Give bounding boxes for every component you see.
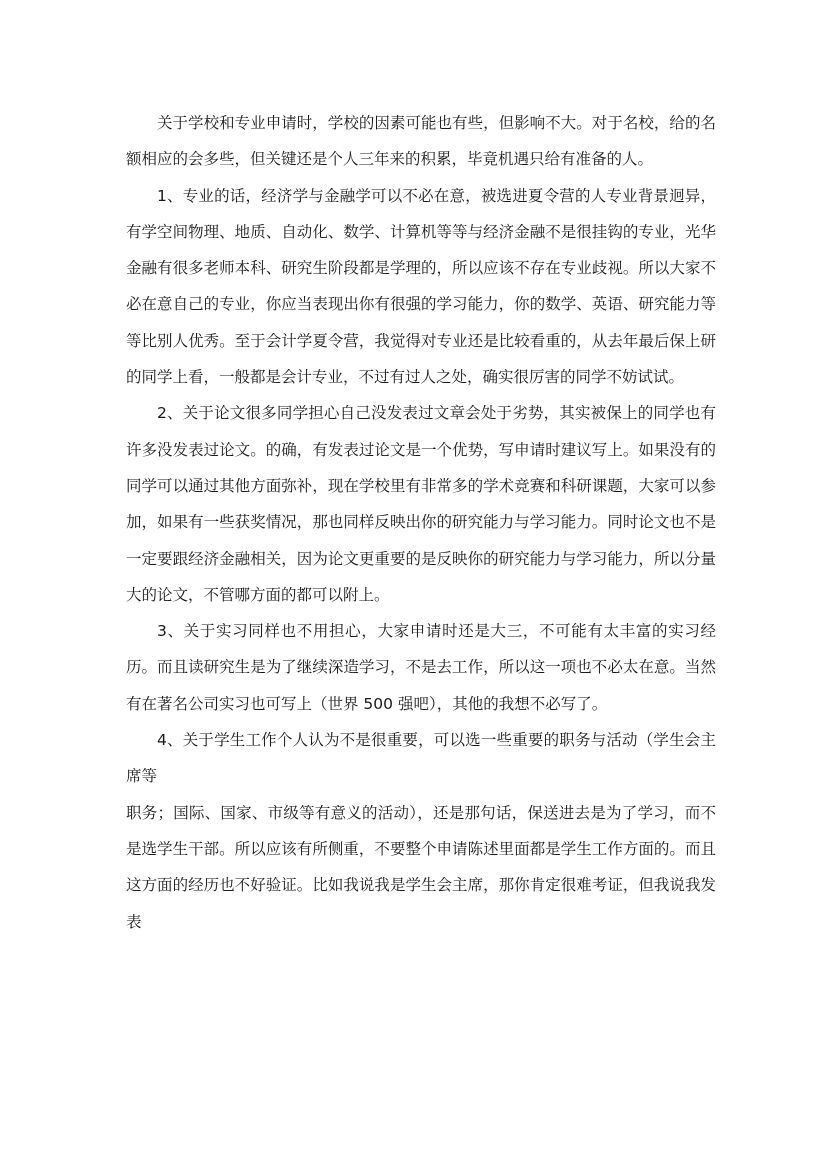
paragraph-4-student-work: 4、关于学生工作个人认为不是很重要，可以选一些重要的职务与活动（学生会主席等 (126, 731, 716, 786)
paragraph-intro: 关于学校和专业申请时，学校的因素可能也有些，但影响不大。对于名校，给的名额相应的会多些，但关键还是个人三年来的积累，毕竟机遇只给有准备的人。 (126, 114, 716, 169)
document-body (126, 105, 716, 940)
paragraph-2-papers: 2、关于论文很多同学担心自己没发表过文章会处于劣势，其实被保上的同学也有许多没发表过论文。的确，有发表过论文是一个优势，写申请时建议写上。如果没有的同学可以通过其他方面弥补，现在学校里有非常多的学术竞赛和科研课题，大家可以参加，如果有一些获奖情况，那也同样反映出你的研究能力与学习能力。同时论文也不是一定要跟经济金融相关，因为论文更重要的是反映你的研究能力与学习能力，所以分量大的论文，不管哪方面的都可以附上。 (126, 404, 716, 604)
paragraph-1-major: 1、专业的话，经济学与金融学可以不必在意，被选进夏令营的人专业背景迥异，有学空间物理、地质、自动化、数学、计算机等等与经济金融不是很挂钩的专业，光华金融有很多老师本科、研究生阶段都是学理的，所以应该不存在专业歧视。所以大家不必在意自己的专业，你应当表现出你有很强的学习能力，你的数学、英语、研究能力等等比别人优秀。至于会计学夏令营，我觉得对专业还是比较看重的，从去年最后保上研的同学上看，一般都是会计专业，不过有过人之处，确实很厉害的同学不妨试试。 (126, 186, 716, 387)
paragraph-4-continuation: 职务；国际、国家、市级等有意义的活动），还是那句话，保送进去是为了学习，而不是选学生干部。所以应该有所侧重，不要整个申请陈述里面都是学生工作方面的。而且这方面的经历也不好验证。比如我说我是学生会主席，那你肯定很难考证，但我说我发表 (126, 803, 716, 931)
paragraph-3-internship: 3、关于实习同样也不用担心，大家申请时还是大三，不可能有太丰富的实习经历。而且读研究生是为了继续深造学习，不是去工作，所以这一项也不必太在意。当然有在著名公司实习也可写上（世界 500 强吧），其他的我想不必写了。 (126, 622, 716, 713)
